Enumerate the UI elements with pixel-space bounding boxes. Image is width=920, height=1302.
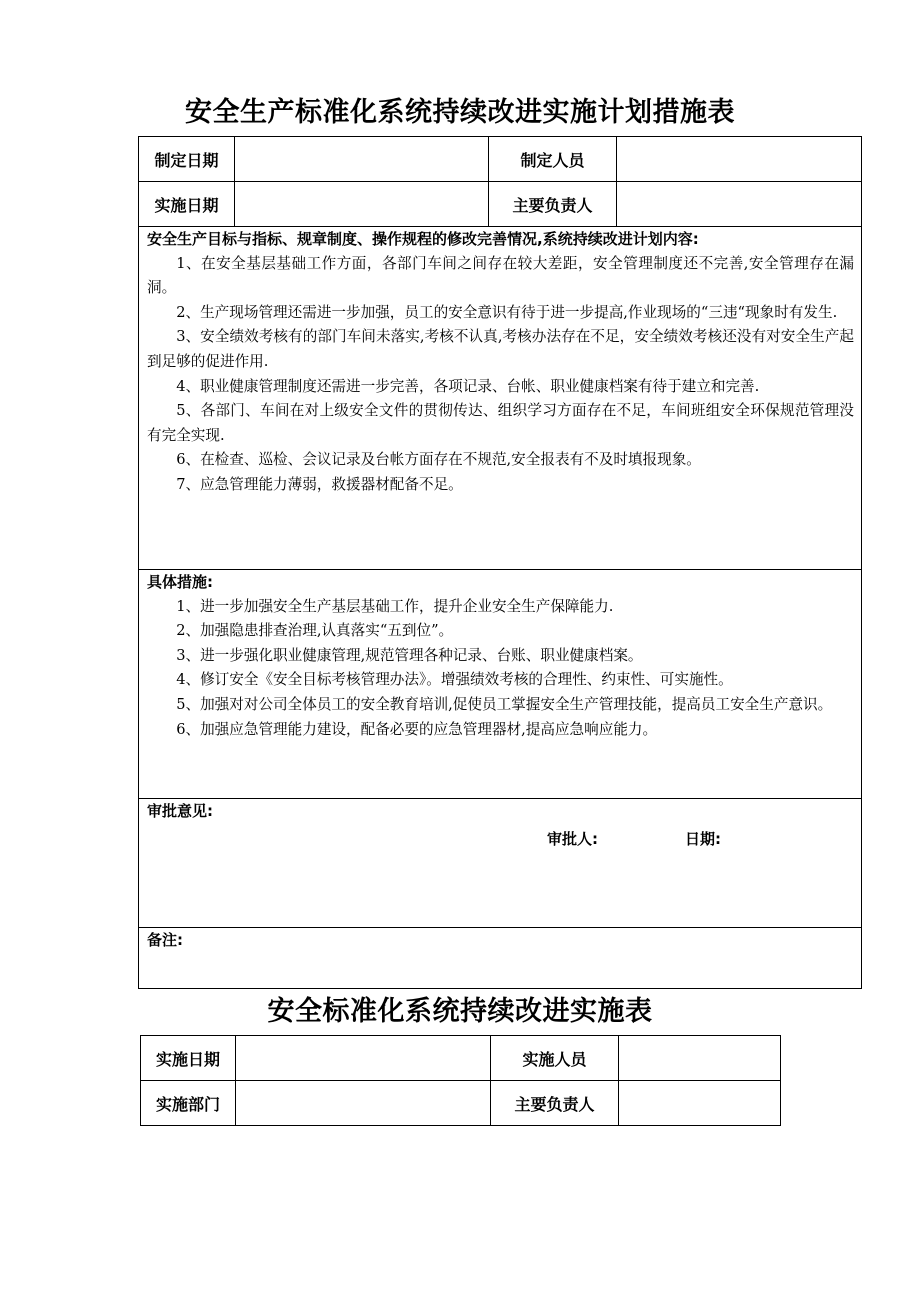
table-row <box>141 1081 781 1126</box>
impl-date-field[interactable] <box>235 182 489 227</box>
main-responsible-field[interactable] <box>619 1081 781 1126</box>
problem-item: 4、职业健康管理制度还需进一步完善，各项记录、台帐、职业健康档案有待于建立和完善. <box>176 377 760 395</box>
measure-item: 3、进一步强化职业健康管理,规范管理各种记录、台账、职业健康档案。 <box>176 646 643 664</box>
measure-item: 6、加强应急管理能力建设，配备必要的应急管理器材,提高应急响应能力。 <box>176 720 658 738</box>
impl-person-label: 实施人员 <box>491 1036 619 1081</box>
page-title: 安全生产标准化系统持续改进实施计划措施表 <box>185 97 735 128</box>
measures-heading: 具体措施: <box>147 573 213 591</box>
set-person-label: 制定人员 <box>489 137 617 182</box>
measure-item: 2、加强隐患排查治理,认真落实“五到位”。 <box>176 622 454 640</box>
approval-heading: 审批意见: <box>147 802 213 820</box>
set-person-field[interactable] <box>617 137 862 182</box>
approver-line <box>547 827 721 852</box>
set-date-label: 制定日期 <box>139 137 235 182</box>
table-row <box>139 182 862 227</box>
table-row <box>139 928 862 989</box>
table-row <box>139 570 862 799</box>
set-date-field[interactable] <box>235 137 489 182</box>
measure-item: 4、修订安全《安全目标考核管理办法》。增强绩效考核的合理性、约束性、可实施性。 <box>176 671 733 689</box>
main-responsible-label: 主要负责人 <box>489 182 617 227</box>
impl-dept-label: 实施部门 <box>141 1081 236 1126</box>
measures-section <box>139 570 862 799</box>
problems-heading: 安全生产目标与指标、规章制度、操作规程的修改完善情况,系统持续改进计划内容: <box>147 230 699 248</box>
remarks-section[interactable] <box>139 928 862 989</box>
impl-date-label: 实施日期 <box>139 182 235 227</box>
improvement-plan-table <box>138 136 862 989</box>
approval-section[interactable] <box>139 799 862 928</box>
impl-person-field[interactable] <box>619 1036 781 1081</box>
problem-item: 3、安全绩效考核有的部门车间未落实,考核不认真,考核办法存在不足，安全绩效考核还没有对安全生产起到足够的促进作用. <box>147 328 854 370</box>
remarks-heading: 备注: <box>147 931 183 949</box>
table-row <box>139 137 862 182</box>
main-responsible-label: 主要负责人 <box>491 1081 619 1126</box>
table-row <box>141 1036 781 1081</box>
approver-label: 审批人: <box>547 830 598 848</box>
impl-date-field[interactable] <box>236 1036 491 1081</box>
problem-item: 6、在检查、巡检、会议记录及台帐方面存在不规范,安全报表有不及时填报现象。 <box>176 451 701 469</box>
problem-item: 7、应急管理能力薄弱，救援器材配备不足。 <box>176 475 463 493</box>
problem-item: 2、生产现场管理还需进一步加强，员工的安全意识有待于进一步提高,作业现场的“三违“现象时有发生. <box>176 303 838 321</box>
implementation-table <box>140 1035 781 1126</box>
main-responsible-field[interactable] <box>617 182 862 227</box>
approval-date-label: 日期: <box>685 830 721 848</box>
problems-section <box>139 227 862 570</box>
section-title: 安全标准化系统持续改进实施表 <box>267 996 653 1027</box>
problem-item: 5、各部门、车间在对上级安全文件的贯彻传达、组织学习方面存在不足，车间班组安全环保规范管理没有完全实现. <box>147 402 854 444</box>
impl-dept-field[interactable] <box>236 1081 491 1126</box>
table-row <box>139 227 862 570</box>
table-row <box>139 799 862 928</box>
measure-item: 1、进一步加强安全生产基层基础工作，提升企业安全生产保障能力. <box>176 597 614 615</box>
impl-date-label: 实施日期 <box>141 1036 236 1081</box>
problem-item: 1、在安全基层基础工作方面，各部门车间之间存在较大差距，安全管理制度还不完善,安全管理存在漏洞。 <box>147 254 854 297</box>
measure-item: 5、加强对对公司全体员工的安全教育培训,促使员工掌握安全生产管理技能，提高员工安全生产意识。 <box>176 695 833 713</box>
